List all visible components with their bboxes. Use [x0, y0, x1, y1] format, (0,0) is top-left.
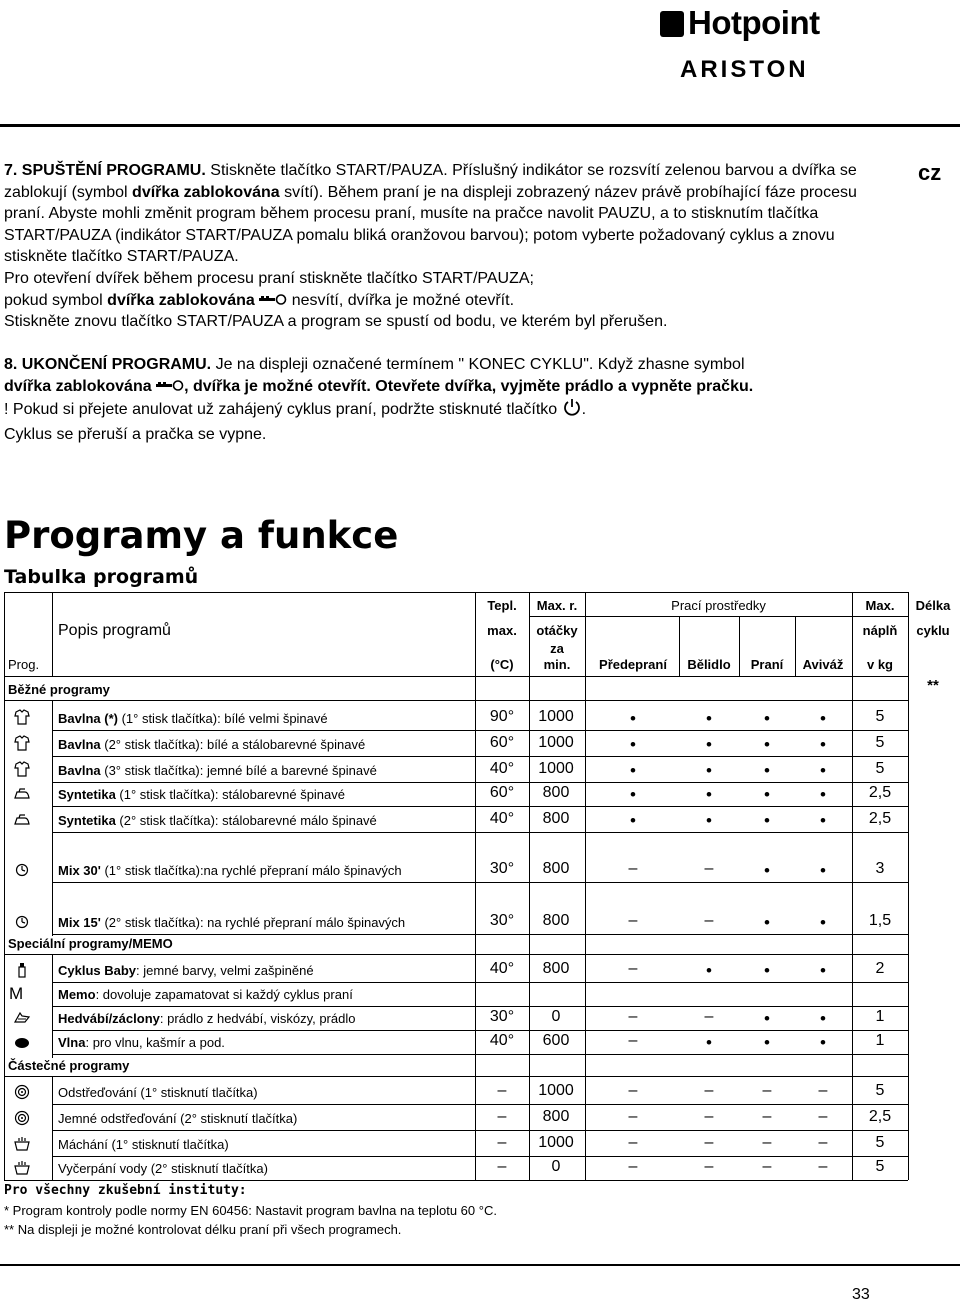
program-description: (1° stisk tlačítka): bílé velmi špinavé	[117, 711, 328, 726]
max-spin: 800	[542, 860, 570, 877]
max-temperature: –	[497, 1134, 507, 1151]
wash-mark: •	[764, 811, 770, 830]
program-name	[58, 711, 328, 726]
max-spin: 600	[542, 1032, 570, 1049]
program-name	[58, 1085, 258, 1100]
brand-name: Hotpoint	[688, 4, 820, 41]
wash-mark: –	[762, 1108, 772, 1125]
section8-title: 8. UKONČENÍ PROGRAMU.	[4, 356, 212, 373]
program-description: (2° stisk tlačítka): na rychlé přepraní málo špinavých	[100, 915, 406, 930]
max-load: 2	[875, 960, 885, 977]
max-temperature: 60°	[489, 734, 515, 751]
max-spin: 1000	[538, 734, 574, 751]
silk-curtain-icon	[12, 1009, 32, 1027]
prewash-mark: •	[630, 761, 636, 780]
bleach-mark: –	[704, 1008, 714, 1025]
bleach-mark: –	[704, 1158, 714, 1175]
table-line	[52, 700, 53, 936]
section-specialni: Speciální programy/MEMO	[8, 936, 173, 951]
softener-mark: •	[820, 913, 826, 932]
cotton-shirt-icon	[12, 735, 32, 753]
prewash-mark: •	[630, 735, 636, 754]
softener-mark: –	[818, 1158, 828, 1175]
baby-bottle-icon	[12, 961, 32, 979]
max-temperature: 30°	[489, 1008, 515, 1025]
prewash-mark: –	[628, 1134, 638, 1151]
program-name-bold: Mix 15'	[58, 915, 101, 930]
table-line	[4, 676, 908, 677]
header-duration-3: **	[927, 677, 939, 694]
max-temperature: 60°	[489, 784, 515, 801]
spin-icon	[12, 1109, 32, 1127]
bleach-mark: •	[706, 785, 712, 804]
program-description: Odstřeďování (1° stisknutí tlačítka)	[58, 1085, 258, 1100]
max-temperature: –	[497, 1158, 507, 1175]
table-line	[475, 592, 476, 1180]
max-spin: 1000	[538, 1134, 574, 1151]
program-name-bold: Vlna	[58, 1035, 86, 1050]
rinse-icon	[12, 1135, 32, 1153]
bleach-mark: –	[704, 1082, 714, 1099]
program-name-bold: Bavlna (*)	[58, 711, 118, 726]
table-line	[52, 832, 908, 833]
cotton-shirt-icon	[12, 709, 32, 727]
program-name	[58, 787, 345, 802]
header-load-1: Max.	[865, 598, 895, 613]
bottom-divider	[0, 1264, 960, 1266]
header-spin-2: otáčky	[536, 623, 578, 638]
header-load-2: náplň	[862, 623, 898, 638]
quick-wash-icon	[12, 861, 32, 879]
wash-mark: •	[764, 761, 770, 780]
header-prog: Prog.	[8, 657, 40, 672]
max-load: 1	[875, 1008, 885, 1025]
max-spin: 1000	[538, 1082, 574, 1099]
table-line	[4, 1180, 908, 1181]
max-load: 2,5	[868, 810, 892, 827]
spin-icon	[12, 1109, 32, 1127]
bleach-mark: •	[706, 735, 712, 754]
quick-wash-icon	[12, 861, 32, 879]
program-name-bold: Syntetika	[58, 787, 116, 802]
program-name	[58, 737, 365, 752]
bleach-mark: •	[706, 961, 712, 980]
header-load-3: v kg	[866, 657, 893, 672]
header-duration-1: Délka	[915, 598, 951, 613]
prewash-mark: •	[630, 785, 636, 804]
max-load: 3	[875, 860, 885, 877]
table-line	[52, 782, 908, 783]
max-spin: 800	[542, 810, 570, 827]
quick-wash-icon	[12, 913, 32, 931]
table-line	[52, 806, 908, 807]
section-castecne: Částečné programy	[8, 1058, 130, 1073]
program-name	[58, 813, 377, 828]
table-line	[52, 756, 908, 757]
header-spin-1: Max. r.	[536, 598, 578, 613]
softener-mark: •	[820, 735, 826, 754]
softener-mark: •	[820, 709, 826, 728]
softener-mark: •	[820, 961, 826, 980]
power-icon	[562, 397, 582, 424]
section-end-program: 8. UKONČENÍ PROGRAMU. Je na displeji označené termínem " KONEC CYKLU". Když zhasne symbol dvířka zablokována , dvířka je možné otevřít. Otevřete dvířka, vyjměte prádlo a vypněte pračku. ! Pokud si přejete anulovat už zahájený cyklus praní, podržte stisknuté tlačítko . Cyklus se přeruší a pračka se vypne.	[4, 356, 754, 443]
max-temperature: 40°	[489, 810, 515, 827]
prewash-mark: –	[628, 912, 638, 929]
max-load: 5	[875, 734, 885, 751]
wash-mark: •	[764, 709, 770, 728]
softener-mark: •	[820, 785, 826, 804]
prewash-mark: –	[628, 1158, 638, 1175]
header-detergents: Prací prostředky	[671, 598, 766, 613]
program-name	[58, 1137, 229, 1152]
section7-paragraph-4: Stiskněte znovu tlačítko START/PAUZA a program se spustí od bodu, ve kterém byl přerušen.	[4, 313, 668, 331]
max-load: 1,5	[868, 912, 892, 929]
table-line	[852, 592, 853, 1180]
max-temperature: 40°	[489, 960, 515, 977]
max-load: 5	[875, 1134, 885, 1151]
softener-mark: •	[820, 1009, 826, 1028]
max-temperature: –	[497, 1082, 507, 1099]
table-line	[52, 1130, 908, 1131]
program-description: : dovoluje zapamatovat si každý cyklus praní	[95, 987, 353, 1002]
table-line	[52, 954, 53, 1058]
wash-mark: •	[764, 913, 770, 932]
program-name-bold: Mix 30'	[58, 863, 101, 878]
table-line	[4, 592, 5, 1180]
header-prewash: Předepraní	[599, 657, 667, 672]
prewash-mark: –	[628, 1108, 638, 1125]
max-spin: 800	[542, 912, 570, 929]
wash-mark: –	[762, 1134, 772, 1151]
rinse-icon	[12, 1135, 32, 1153]
header-description: Popis programů	[58, 622, 171, 639]
bleach-mark: •	[706, 811, 712, 830]
cotton-shirt-icon	[12, 735, 32, 753]
table-line	[4, 954, 908, 955]
cotton-shirt-icon	[12, 761, 32, 779]
wash-mark: •	[764, 961, 770, 980]
max-spin: 0	[551, 1008, 561, 1025]
program-description: (1° stisk tlačítka):na rychlé přepraní málo špinavých	[100, 863, 402, 878]
prewash-mark: –	[628, 1082, 638, 1099]
cotton-shirt-icon	[12, 761, 32, 779]
program-description: Jemné odstřeďování (2° stisknutí tlačítka)	[58, 1111, 298, 1126]
prewash-mark: –	[628, 860, 638, 877]
table-line	[679, 616, 680, 676]
program-name-bold: Hedvábí/záclony	[58, 1011, 160, 1026]
section7-paragraph-1: 7. SPUŠTĚNÍ PROGRAMU. Stiskněte tlačítko START/PAUZA. Příslušný indikátor se rozsvítí zelenou barvou a dvířka se zablokují (symbol dvířka zablokována svítí). Během praní je na displeji zobrazený název právě probíhající fáze procesu praní. Abyste mohli změnit program během procesu praní, musíte na pračce navolit PAUZU, a to stisknutím tlačítka START/PAUZA (indikátor START/PAUZA pomalu bliká oranžovou barvou); potom vyberte požadovaný cyklus a znovu stiskněte tlačítko START/PAUZA.	[4, 162, 857, 266]
program-description: (2° stisk tlačítka): bílé a stálobarevné špinavé	[100, 737, 366, 752]
table-line	[52, 934, 908, 935]
wash-mark: •	[764, 1009, 770, 1028]
max-temperature: 30°	[489, 912, 515, 929]
synthetic-iron-icon	[12, 811, 32, 829]
bleach-mark: –	[704, 1134, 714, 1151]
table-line	[529, 592, 530, 1180]
prewash-mark: –	[628, 1032, 638, 1049]
spin-icon	[12, 1083, 32, 1101]
wash-mark: •	[764, 1033, 770, 1052]
wash-mark: –	[762, 1158, 772, 1175]
program-name-bold: Memo	[58, 987, 96, 1002]
softener-mark: •	[820, 811, 826, 830]
table-line	[52, 1104, 908, 1105]
synthetic-iron-icon	[12, 811, 32, 829]
table-line	[52, 1030, 908, 1031]
softener-mark: –	[818, 1082, 828, 1099]
wash-mark: •	[764, 785, 770, 804]
program-name	[58, 1161, 268, 1176]
table-title: Tabulka programů	[4, 566, 199, 588]
bleach-mark: •	[706, 761, 712, 780]
table-line	[908, 592, 909, 1180]
bleach-mark: –	[704, 860, 714, 877]
footnote-title: Pro všechny zkušební instituty:	[4, 1183, 247, 1198]
footnote-1: * Program kontroly podle normy EN 60456: Nastavit program bavlna na teplotu 60 °C.	[4, 1203, 497, 1218]
sub-brand-logo: ARISTON	[680, 56, 809, 83]
memo-icon: M	[9, 984, 24, 1003]
max-load: 1	[875, 1032, 885, 1049]
bleach-mark: –	[704, 912, 714, 929]
rinse-icon	[12, 1159, 32, 1177]
footnote-2: ** Na displeji je možné kontrolovat délku praní při všech programech.	[4, 1222, 402, 1237]
wool-icon	[12, 1033, 32, 1051]
section7-title: 7. SPUŠTĚNÍ PROGRAMU.	[4, 162, 206, 179]
header-temp-2: max.	[487, 623, 517, 638]
section7-paragraph-2: Pro otevření dvířek během procesu praní stiskněte tlačítko START/PAUZA;	[4, 269, 534, 287]
program-name-bold: Bavlna	[58, 737, 101, 752]
header-spin-3: za	[550, 641, 564, 656]
header-spin-4: min.	[543, 657, 571, 672]
top-divider	[0, 124, 960, 127]
prewash-mark: •	[630, 811, 636, 830]
table-line	[52, 1156, 908, 1157]
max-spin: 800	[542, 960, 570, 977]
bleach-mark: •	[706, 709, 712, 728]
table-line	[585, 592, 586, 1180]
softener-mark: •	[820, 761, 826, 780]
key-lock-icon	[259, 290, 287, 312]
synthetic-iron-icon	[12, 785, 32, 803]
program-name	[58, 1111, 297, 1126]
program-name-bold: Syntetika	[58, 813, 116, 828]
program-name	[58, 863, 402, 878]
wool-icon	[12, 1033, 32, 1051]
max-load: 5	[875, 1082, 885, 1099]
table-line	[4, 700, 908, 701]
softener-mark: •	[820, 861, 826, 880]
cotton-shirt-icon	[12, 709, 32, 727]
max-spin: 0	[551, 1158, 561, 1175]
table-line	[52, 1076, 53, 1180]
program-description: Máchání (1° stisknutí tlačítka)	[58, 1137, 229, 1152]
max-temperature: 40°	[489, 760, 515, 777]
max-load: 2,5	[868, 784, 892, 801]
softener-mark: –	[818, 1134, 828, 1151]
header-temp-3: (°C)	[490, 657, 514, 672]
header-bleach: Bělidlo	[687, 657, 731, 672]
section-start-program	[4, 160, 884, 333]
max-temperature: 30°	[489, 860, 515, 877]
program-description: (1° stisk tlačítka): stálobarevné špinavé	[115, 787, 346, 802]
spin-icon	[12, 1083, 32, 1101]
program-name-bold: Bavlna	[58, 763, 101, 778]
max-load: 5	[875, 760, 885, 777]
program-description: Vyčerpání vody (2° stisknutí tlačítka)	[58, 1161, 268, 1176]
program-description: : pro vlnu, kašmír a pod.	[85, 1035, 225, 1050]
page-number: 33	[852, 1286, 870, 1303]
header-temp-1: Tepl.	[487, 598, 517, 613]
wash-mark: •	[764, 735, 770, 754]
header-wash: Praní	[750, 657, 784, 672]
table-line	[52, 1054, 908, 1055]
quick-wash-icon	[12, 913, 32, 931]
table-line	[795, 616, 796, 676]
program-description: (3° stisk tlačítka): jemné bílé a barevné špinavé	[100, 763, 377, 778]
max-spin: 800	[542, 1108, 570, 1125]
table-line	[52, 592, 53, 676]
program-name	[58, 763, 377, 778]
softener-mark: –	[818, 1108, 828, 1125]
bleach-mark: •	[706, 1033, 712, 1052]
table-line	[4, 592, 908, 593]
header-softener: Aviváž	[802, 657, 844, 672]
program-name	[58, 1011, 355, 1026]
max-spin: 1000	[538, 760, 574, 777]
table-line	[52, 1006, 908, 1007]
baby-bottle-icon	[12, 961, 32, 979]
rinse-icon	[12, 1159, 32, 1177]
program-name	[58, 1035, 225, 1050]
max-temperature: 40°	[489, 1032, 515, 1049]
wash-mark: –	[762, 1082, 772, 1099]
max-temperature: –	[497, 1108, 507, 1125]
max-load: 2,5	[868, 1108, 892, 1125]
prewash-mark: •	[630, 709, 636, 728]
table-line	[4, 1076, 908, 1077]
synthetic-iron-icon	[12, 785, 32, 803]
bleach-mark: –	[704, 1108, 714, 1125]
table-line	[52, 982, 908, 983]
silk-curtain-icon	[12, 1009, 32, 1027]
program-name	[58, 987, 353, 1002]
program-name	[58, 963, 314, 978]
wash-mark: •	[764, 861, 770, 880]
prewash-mark: –	[628, 960, 638, 977]
page-title: Programy a funkce	[4, 514, 399, 557]
max-spin: 800	[542, 784, 570, 801]
key-lock-icon	[156, 376, 184, 398]
program-description: (2° stisk tlačítka): stálobarevné málo špinavé	[115, 813, 377, 828]
program-description: : prádlo z hedvábí, viskózy, prádlo	[159, 1011, 356, 1026]
max-load: 5	[875, 1158, 885, 1175]
table-line	[52, 730, 908, 731]
prewash-mark: –	[628, 1008, 638, 1025]
language-tag: cz	[918, 160, 942, 185]
program-name	[58, 915, 405, 930]
max-spin: 1000	[538, 708, 574, 725]
max-load: 5	[875, 708, 885, 725]
max-temperature: 90°	[489, 708, 515, 725]
softener-mark: •	[820, 1033, 826, 1052]
program-name-bold: Cyklus Baby	[58, 963, 137, 978]
brand-logo	[660, 4, 820, 42]
section7-paragraph-3: pokud symbol dvířka zablokována nesvítí, dvířka je možné otevřít.	[4, 290, 884, 312]
section-bezne: Běžné programy	[8, 682, 110, 697]
program-description: : jemné barvy, velmi zašpiněné	[136, 963, 314, 978]
table-line	[52, 882, 908, 883]
table-line	[739, 616, 740, 676]
header-duration-2: cyklu	[916, 623, 950, 638]
